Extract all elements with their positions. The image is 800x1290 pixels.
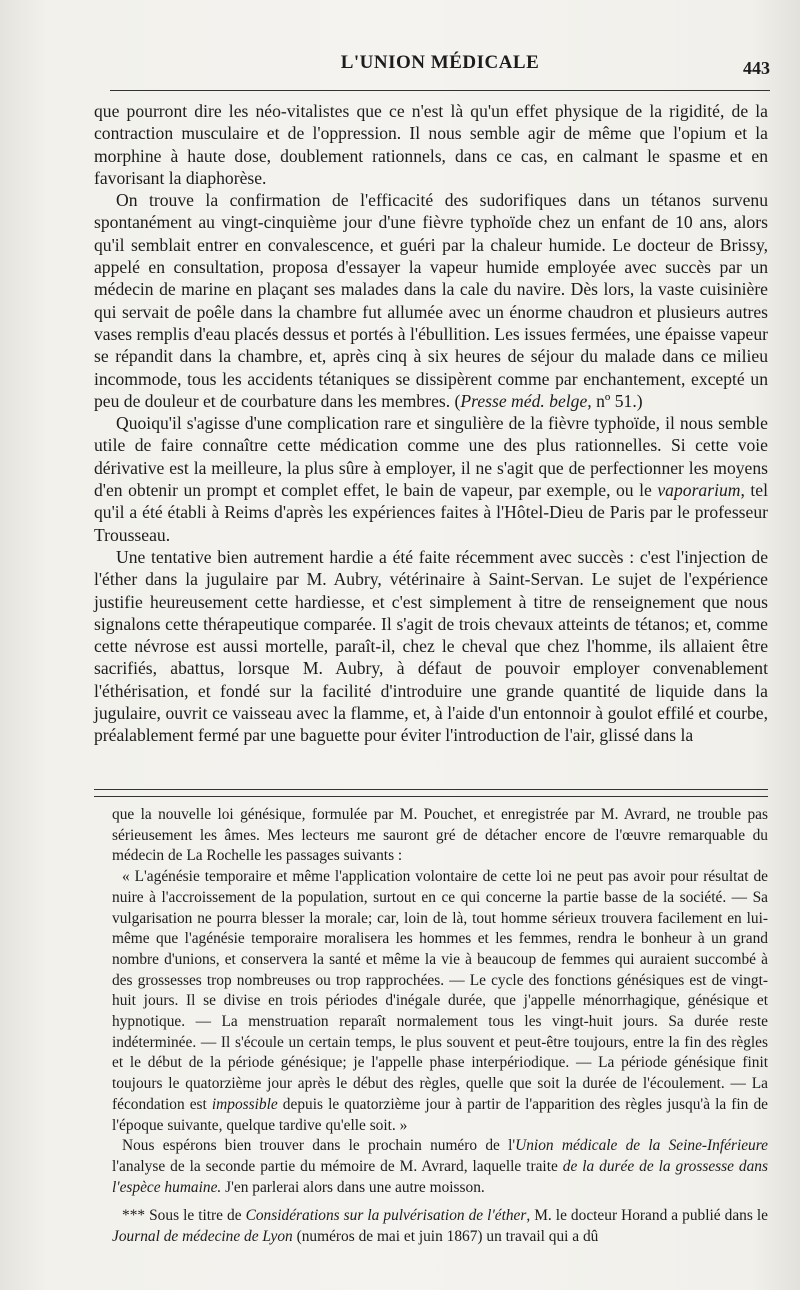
paragraph-3-text-b: , tel qu'il a été établi à Reims d'après les expériences faites à l'Hôtel-Dieu de Paris par le professeur Trousseau. xyxy=(94,480,768,545)
journal-title: Union médicale de la Seine-Inférieure xyxy=(515,1137,768,1155)
notes-section xyxy=(112,805,768,1248)
paragraph-1: que pourront dire les néo-vitalistes que ce n'est là qu'un effet physique de la rigidité, de la contraction musculaire et de l'oppression. Il nous semble agir de même que l'opium et la morphine à haute dose, doublement rationnels, dans ce cas, en calmant le spasme et en favorisant la diaphorèse. xyxy=(94,101,768,188)
main-text xyxy=(94,100,768,747)
paragraph-3 xyxy=(94,412,768,546)
note-3-text-a: Nous espérons bien trouver dans le prochain numéro de l' xyxy=(122,1137,516,1155)
note-paragraph-1: que la nouvelle loi génésique, formulée par M. Pouchet, et enregistrée par M. Avrard, ne trouble pas sérieusement les âmes. Mes lecteurs me sauront gré de détacher encore de l'œuvre remarquable du médecin de La Rochelle les passages suivants : xyxy=(112,806,768,865)
note-quotation xyxy=(112,867,768,1136)
note-quotation-text: « L'agénésie temporaire et même l'application volontaire de cette loi ne peut pas avoir pour résultat de nuire à l'accroissement de la population, surtout en ce qui concerne la partie basse de la société. — Sa vulgarisation ne pourra blesser la morale; car, loin de là, tout homme sérieux trouvera facilement en lui-même que l'agénésie temporaire moralisera les hommes et les femmes, rendra le bonheur à un grand nombre d'unions, et conservera la santé et même la vie à beaucoup de femmes qui auraient succombé à des grossesses trop nombreuses ou trop rapprochées. — Le cycle des fonctions génésiques est de vingt-huit jours. Il se divise en trois périodes d'inégale durée, que j'appelle ménorrhagique, génésique et hypnotique. — La menstruation reparaît normalement tous les vingt-huit jours. Sa durée reste indéterminée. — Il s'écoule un certain temps, le plus souvent et peut-être toujours, entre la fin des règles et le début de la période génésique; je l'appelle phase interpériodique. — La période génésique finit toujours le quatorzième jour après le début des règles, quelle que soit la durée de l'écoulement. — La fécondation est xyxy=(112,868,768,1113)
considerations-title: Considérations sur la pulvérisation de l'éther xyxy=(245,1207,527,1225)
note-paragraph-4 xyxy=(112,1206,768,1247)
header-rule xyxy=(110,90,770,91)
note-4-text-c: (numéros de mai et juin 1867) un travail qui a dû xyxy=(292,1228,599,1246)
note-quotation-end: depuis le quatorzième jour à partir de l'apparition des règles jusqu'à la fin de l'époque suivante, quelque tardive qu'elle soit. » xyxy=(112,1095,768,1134)
note-4-text-b: , M. le docteur Horand a publié dans le xyxy=(526,1207,768,1225)
note-paragraph-3 xyxy=(112,1136,768,1198)
note-quotation-emphasis: impossible xyxy=(211,1095,278,1113)
note-4-text-a: *** Sous le titre de xyxy=(122,1207,246,1225)
paragraph-2-end: nº 51.) xyxy=(591,390,643,411)
page-number: 443 xyxy=(743,58,770,78)
paragraph-3-text-a: Quoiqu'il s'agisse d'une complication rare et singulière de la fièvre typhoïde, il nous semble utile de faire connaître cette médication comme une des plus rationnelles. Si cette voie dérivative est la meilleure, la plus sûre à employer, il ne s'agit que de perfectionner les moyens d'en obtenir un prompt et complet effet, le bain de vapeur, par exemple, ou le xyxy=(94,413,768,501)
page-header xyxy=(110,52,770,88)
paragraph-2-text: On trouve la confirmation de l'efficacité des sudorifiques dans un tétanos survenu spontanément au vingt-cinquième jour d'une fièvre typhoïde chez un enfant de 10 ans, alors qu'il semblait entrer en convalescence, et guéri par la chaleur humide. Le docteur de Brissy, appelé en consultation, proposa d'essayer la vapeur humide employée avec succès par un médecin de marine en plaçant ses malades dans la cale du navire. Dès lors, la vaste cuisinière qui servait de poêle dans la chambre fut allumée avec un énorme chaudron et plusieurs autres vases remplis d'eau placés dessus et portés à l'ébullition. Les issues fermées, une épaisse vapeur se répandit dans la chambre, et, après cinq à six heures de séjour du malade dans ce milieu incommode, tous les accidents tétaniques se dissipèrent comme par enchantement, excepté un peu de douleur et de courbature dans les membres. ( xyxy=(94,190,768,411)
memoir-title: de la durée de la grossesse dans l'espèce humaine. xyxy=(112,1157,768,1196)
vaporarium-term: vaporarium xyxy=(657,480,741,501)
running-title: L'UNION MÉDICALE xyxy=(340,52,540,73)
paragraph-4: Une tentative bien autrement hardie a été faite récemment avec succès : c'est l'injection de l'éther dans la jugulaire par M. Aubry, vétérinaire à Saint-Servan. Le sujet de l'expérience justifie heureusement cette hardiesse, et c'est simplement à titre de renseignement que nous signalons cette thérapeutique comparée. Il s'agit de trois chevaux atteints de tétanos; et, comme cette névrose est aussi mortelle, paraît-il, chez le cheval que chez l'homme, ils allaient être sacrifiés, abattus, lorsque M. Aubry, à défaut de pouvoir employer convenablement l'éthérisation, et fondé sur la facilité d'introduire une grande quantité de liquide dans la jugulaire, ouvrit ce vaisseau avec la flamme, et, à l'aide d'un entonnoir à goulot effilé et courbe, préalablement fermé par une baguette pour éviter l'introduction de l'air, glissé dans la xyxy=(94,546,768,746)
source-citation: Presse méd. belge, xyxy=(460,390,592,411)
note-3-text-c: J'en parlerai alors dans une autre moisson. xyxy=(221,1178,485,1196)
paragraph-2 xyxy=(94,189,768,412)
notes-divider xyxy=(94,789,768,797)
lyon-journal-title: Journal de médecine de Lyon xyxy=(112,1228,293,1246)
note-3-text-b: l'analyse de la seconde partie du mémoire de M. Avrard, laquelle traite xyxy=(112,1157,563,1175)
